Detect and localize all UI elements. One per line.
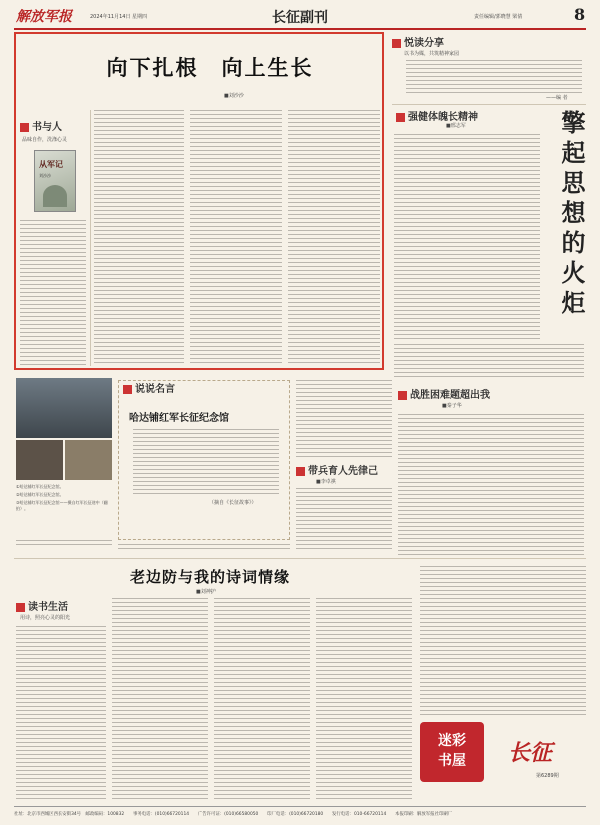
divider-rule — [392, 104, 586, 105]
fitness-spirit-text-bottom — [394, 344, 584, 380]
famous-quote-box — [118, 380, 290, 540]
reading-share-subtitle: 以书为媒，共筑精神家园 — [404, 51, 460, 57]
lead-by-example-text — [296, 488, 392, 550]
bottom-author: ■刘神护 — [196, 589, 216, 595]
lead-by-example-author: ■李卓祺 — [316, 479, 336, 485]
main-author: ■刘沙沙 — [224, 93, 244, 99]
photo-caption-1: ①哈达铺红军长征纪念馆。 — [16, 484, 64, 489]
issue-number: 第6289期 — [536, 773, 559, 779]
quote-source: （摘自《长征故事》） — [209, 500, 257, 506]
quote-story-text — [133, 429, 279, 495]
section-label-text: 带兵育人先律己 — [308, 466, 378, 477]
lead-by-example-box — [296, 462, 392, 552]
bottom-text-1 — [112, 598, 208, 802]
photo-column — [16, 378, 112, 540]
column-text — [20, 220, 86, 366]
section-icon — [296, 467, 305, 476]
section-icon — [392, 39, 401, 48]
promo-text — [420, 566, 586, 716]
reading-life-text — [16, 626, 106, 802]
bottom-text-2 — [214, 598, 310, 802]
book-cover-author: 刘沙沙 — [39, 173, 51, 178]
masthead — [14, 3, 586, 29]
promo-block — [420, 566, 586, 804]
bottom-title: 老边防与我的诗词情缘 — [130, 568, 291, 586]
main-article-text-3 — [288, 110, 380, 366]
page-number: 8 — [574, 5, 586, 24]
section-label-text: 说说名言 — [135, 384, 175, 395]
section-icon — [398, 391, 407, 400]
main-article-text-1 — [94, 110, 184, 366]
famous-quote-label — [123, 380, 175, 395]
bottom-text-3 — [316, 598, 412, 802]
overcome-difficulty-text — [398, 414, 584, 556]
overcome-difficulty-author: ■秦子华 — [442, 403, 462, 409]
section-label-text: 读书生活 — [28, 602, 68, 613]
vertical-headline — [554, 110, 584, 320]
section-label-text: 强健体魄长精神 — [408, 112, 478, 123]
photo-caption-3: ③哈达铺红军长征纪念馆——摄自红军长征途中（翻拍）。 — [16, 500, 108, 511]
footer-info: 社址：北京市西城区西长安街34号 邮政编码：100832 事务电话：(010)66720114 广告许可证：(010)66580050 印厂电话：(010)66720180 发行电话：010-66720114 本报印刷：解放军报社印刷厂 — [14, 812, 453, 817]
section-icon — [16, 603, 25, 612]
reading-life-box — [16, 598, 106, 802]
section-subtitle: 品味自作，洗涤心灵 — [22, 137, 68, 143]
reading-life-subtitle: 用诗，照亮心灵的阳光 — [20, 615, 71, 621]
camo-bookhouse-badge — [420, 722, 484, 782]
book-cover — [34, 150, 76, 212]
main-title: 向下扎根 向上生长 — [106, 55, 314, 80]
issue-date: 2024年11月14日 星期四 — [90, 14, 148, 20]
footer-rule — [14, 806, 586, 807]
section-label-text: 战胜困难题超出我 — [410, 390, 490, 401]
reading-share-box — [390, 32, 586, 102]
section-icon — [396, 113, 405, 122]
badge-top-text: 迷彩 — [438, 733, 466, 749]
fitness-spirit-label — [396, 108, 478, 123]
exhibit-photo-1 — [16, 440, 63, 480]
reading-life-label — [16, 598, 68, 613]
section-icon — [20, 123, 29, 132]
section-label-text: 悦读分享 — [404, 38, 444, 49]
fitness-spirit-text — [394, 134, 540, 342]
photo-caption-2: ②哈达铺红军长征纪念馆。 — [16, 492, 64, 497]
changzheng-logo: 长征 — [508, 740, 553, 766]
center-lower-text — [118, 544, 290, 550]
editor-credit: 责任编辑/郭晓慧 梁倩 — [474, 14, 523, 20]
reading-share-label — [392, 34, 444, 49]
section-icon — [123, 385, 132, 394]
overcome-difficulty-label — [398, 386, 490, 401]
vertical-headline-text: 擎起思想的火炬 — [557, 110, 586, 320]
editor-note-author: ——编 者 — [546, 95, 568, 101]
quote-story-title: 哈达铺红军长征纪念馆 — [129, 413, 229, 424]
main-article-text-2 — [190, 110, 282, 366]
column-divider — [90, 110, 91, 366]
exhibit-photo-2 — [65, 440, 112, 480]
section-label — [20, 118, 62, 133]
book-cover-figure — [43, 185, 67, 207]
header-rule — [14, 28, 586, 30]
badge-bottom-text: 书屋 — [438, 753, 466, 769]
section-label-text: 书与人 — [32, 122, 62, 133]
memorial-hall-photo — [16, 378, 112, 438]
lead-by-example-label — [296, 462, 378, 477]
editor-note-text — [406, 60, 582, 94]
section-title: 长征副刊 — [272, 10, 328, 26]
mid-rule — [14, 558, 586, 559]
left-lower-text — [16, 540, 112, 548]
book-cover-title: 从军记 — [39, 159, 63, 169]
newspaper-logo: 解放军报 — [16, 9, 72, 25]
fitness-spirit-author: ■邢志军 — [446, 123, 466, 129]
center-right-text — [296, 380, 392, 460]
books-people-column — [18, 110, 88, 368]
